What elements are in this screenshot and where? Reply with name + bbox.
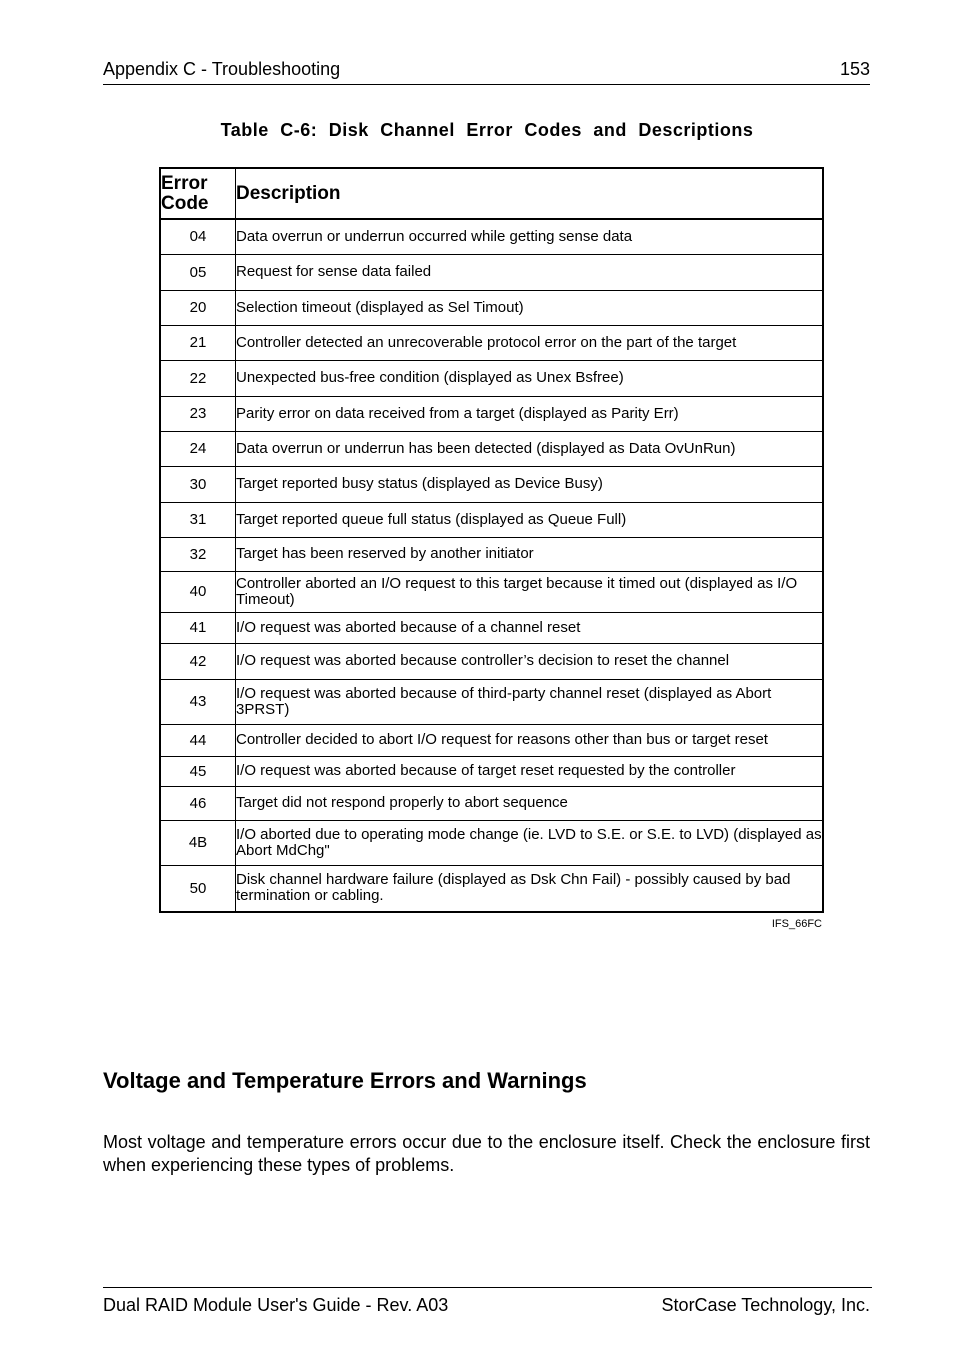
description-cell: Target has been reserved by another initiator [236, 537, 824, 571]
table-row [160, 360, 823, 396]
description-cell: Unexpected bus-free condition (displayed as Unex Bsfree) [236, 360, 824, 396]
table-caption: Table C-6: Disk Channel Error Codes and Descriptions [220, 120, 754, 140]
description-cell: I/O request was aborted because controller’s decision to reset the channel [236, 643, 824, 679]
figure-id: IFS_66FC [771, 918, 822, 930]
table-row [160, 612, 823, 643]
table-row [160, 643, 823, 679]
page-header [103, 57, 870, 85]
description-cell: I/O aborted due to operating mode change (ie. LVD to S.E. or S.E. to LVD) (displayed as Abort MdChg" [236, 820, 824, 865]
table-row [160, 786, 823, 820]
column-header-description: Description [236, 168, 824, 219]
description-cell: Target did not respond properly to abort sequence [236, 786, 824, 820]
description-cell: Data overrun or underrun occurred while getting sense data [236, 219, 824, 254]
table-row [160, 431, 823, 466]
description-cell: Selection timeout (displayed as Sel Timout) [236, 290, 824, 325]
description-cell: I/O request was aborted because of a channel reset [236, 612, 824, 643]
error-code-cell: 41 [160, 612, 236, 643]
error-code-cell: 20 [160, 290, 236, 325]
description-cell: Parity error on data received from a target (displayed as Parity Err) [236, 396, 824, 431]
table-row [160, 466, 823, 502]
table-row [160, 865, 823, 912]
section-body: Most voltage and temperature errors occur due to the enclosure itself. Check the enclosure first when experiencing these types of problems. [103, 1132, 870, 1175]
table-row [160, 820, 823, 865]
table-row [160, 396, 823, 431]
error-code-cell: 21 [160, 325, 236, 360]
description-cell: Controller aborted an I/O request to this target because it timed out (displayed as I/O Timeout) [236, 571, 824, 612]
error-code-cell: 22 [160, 360, 236, 396]
table-row [160, 679, 823, 724]
error-code-table [159, 167, 824, 913]
table-row [160, 537, 823, 571]
description-cell: Disk channel hardware failure (displayed as Dsk Chn Fail) - possibly caused by bad termination or cabling. [236, 865, 824, 912]
description-cell: I/O request was aborted because of target reset requested by the controller [236, 756, 824, 786]
error-code-cell: 44 [160, 724, 236, 756]
page-footer [103, 1287, 872, 1318]
footer-document-title: Dual RAID Module User's Guide - Rev. A03 [103, 1295, 449, 1315]
table-row [160, 325, 823, 360]
error-code-cell: 50 [160, 865, 236, 912]
error-code-cell: 23 [160, 396, 236, 431]
description-cell: Controller decided to abort I/O request for reasons other than bus or target reset [236, 724, 824, 756]
error-code-cell: 46 [160, 786, 236, 820]
description-cell: Target reported queue full status (displayed as Queue Full) [236, 502, 824, 537]
error-code-cell: 42 [160, 643, 236, 679]
table-header-row [160, 168, 823, 219]
error-code-cell: 30 [160, 466, 236, 502]
header-chapter-title: Appendix C - Troubleshooting [103, 59, 341, 79]
table-row [160, 571, 823, 612]
table-row [160, 502, 823, 537]
table-row [160, 254, 823, 290]
error-code-cell: 31 [160, 502, 236, 537]
description-cell: Data overrun or underrun has been detected (displayed as Data OvUnRun) [236, 431, 824, 466]
footer-company: StorCase Technology, Inc. [661, 1295, 870, 1315]
error-code-cell: 32 [160, 537, 236, 571]
table-row [160, 290, 823, 325]
error-code-cell: 4B [160, 820, 236, 865]
section-heading: Voltage and Temperature Errors and Warnings [103, 1068, 587, 1093]
error-code-cell: 43 [160, 679, 236, 724]
page-number: 153 [839, 59, 870, 79]
error-code-cell: 40 [160, 571, 236, 612]
description-cell: I/O request was aborted because of third-party channel reset (displayed as Abort 3PRST) [236, 679, 824, 724]
description-cell: Target reported busy status (displayed as Device Busy) [236, 466, 824, 502]
description-cell: Controller detected an unrecoverable protocol error on the part of the target [236, 325, 824, 360]
error-code-cell: 24 [160, 431, 236, 466]
table-row [160, 219, 823, 254]
description-cell: Request for sense data failed [236, 254, 824, 290]
error-code-cell: 45 [160, 756, 236, 786]
column-header-error-code: Error Code [160, 168, 236, 219]
table-row [160, 724, 823, 756]
error-code-cell: 05 [160, 254, 236, 290]
error-code-cell: 04 [160, 219, 236, 254]
table-body [160, 219, 823, 912]
table-row [160, 756, 823, 786]
